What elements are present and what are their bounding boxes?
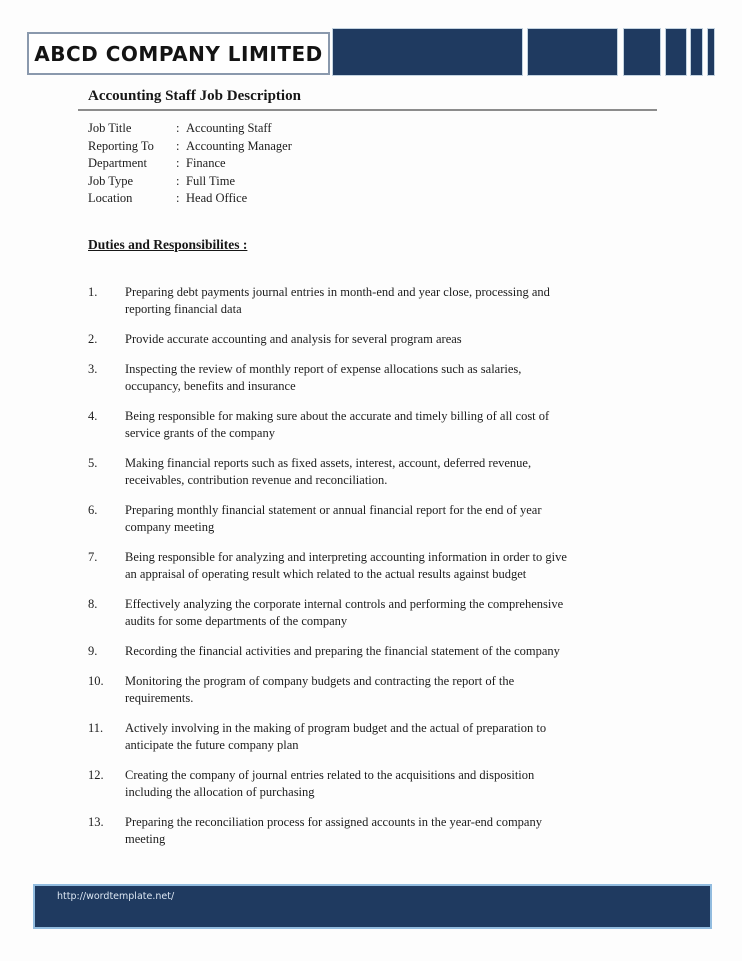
header-bar-4 [665,28,687,76]
header-bar-6 [707,28,715,76]
duty-text: Actively involving in the making of program budget and the actual of preparation to anticipate the future company plan [125,721,547,752]
detail-separator: : [176,191,180,205]
company-name-box [27,32,330,75]
detail-label: Job Type [88,173,134,188]
job-detail-row [88,190,292,208]
header-bar-5 [690,28,703,76]
duty-number: 3. [88,362,98,376]
detail-separator: : [176,156,180,170]
duty-text: Inspecting the review of monthly report of expense allocations such as salaries, occupancy, benefits and insurance [125,362,522,393]
duty-number: 2. [88,332,98,346]
detail-label: Job Title [88,121,132,135]
duty-text: Creating the company of journal entries related to the acquisitions and disposition including the allocation of purchasing [125,768,535,799]
duty-text: Being responsible for analyzing and interpreting accounting information in order to give an appraisal of operating result which related to the actual results against budget [125,550,567,581]
detail-separator: : [176,121,180,135]
duty-number: 5. [88,456,98,470]
document-title: Accounting Staff Job Description [88,88,301,104]
job-detail-row [88,120,292,138]
company-name: ABCD COMPANY LIMITED [34,41,323,66]
detail-separator: : [176,138,180,153]
detail-value: Head Office [186,191,248,205]
duty-item [88,643,577,660]
duty-text: Preparing debt payments journal entries in month-end and year close, processing and reporting financial data [125,285,550,316]
header-bar-2 [527,28,618,76]
duty-number: 8. [88,597,98,611]
duty-text: Monitoring the program of company budgets and contracting the report of the requirements. [125,674,515,705]
duty-item [88,814,577,848]
duty-number: 9. [88,644,98,658]
title-underline-rule [78,109,657,111]
detail-label: Reporting To [88,138,154,153]
duty-text: Preparing monthly financial statement or annual financial report for the end of year company meeting [125,503,542,534]
duty-text: Preparing the reconciliation process for assigned accounts in the year-end company meeting [125,815,542,846]
duty-number: 7. [88,550,98,564]
job-details [88,120,292,208]
header-bar-1 [332,28,523,76]
detail-value: Full Time [186,173,235,188]
duty-item [88,673,577,707]
duty-text: Recording the financial activities and preparing the financial statement of the company [125,644,560,658]
duty-item [88,455,577,489]
duty-text: Effectively analyzing the corporate internal controls and performing the comprehensive audits for some departments of the company [125,597,564,628]
duty-text: Making financial reports such as fixed assets, interest, account, deferred revenue, receivables, contribution revenue and reconciliation. [125,456,532,487]
detail-value: Accounting Manager [186,138,292,153]
duty-text: Provide accurate accounting and analysis for several program areas [125,332,462,346]
detail-label: Location [88,191,133,205]
job-detail-row [88,138,292,156]
duties-section-heading: Duties and Responsibilites : [88,237,248,252]
duty-item [88,331,577,348]
duty-item [88,408,577,442]
duty-number: 4. [88,409,98,423]
duty-number: 10. [88,674,104,688]
duty-item [88,549,577,583]
detail-separator: : [176,173,180,188]
duty-number: 13. [88,815,104,829]
job-detail-row [88,173,292,191]
footer-bar [33,884,712,929]
duty-text: Being responsible for making sure about the accurate and timely billing of all cost of service grants of the company [125,409,550,440]
footer-url-link[interactable]: http://wordtemplate.net/ [57,891,175,902]
duty-item [88,361,577,395]
duty-number: 6. [88,503,98,517]
duties-list [88,284,577,861]
detail-value: Accounting Staff [186,121,272,135]
detail-value: Finance [186,156,226,170]
detail-label: Department [88,156,148,170]
job-detail-row [88,155,292,173]
duty-item [88,767,577,801]
duty-item [88,596,577,630]
duty-number: 12. [88,768,104,782]
duty-number: 1. [88,285,98,299]
duty-item [88,284,577,318]
duty-item [88,502,577,536]
header-bar-3 [623,28,661,76]
duty-item [88,720,577,754]
duty-number: 11. [88,721,104,735]
